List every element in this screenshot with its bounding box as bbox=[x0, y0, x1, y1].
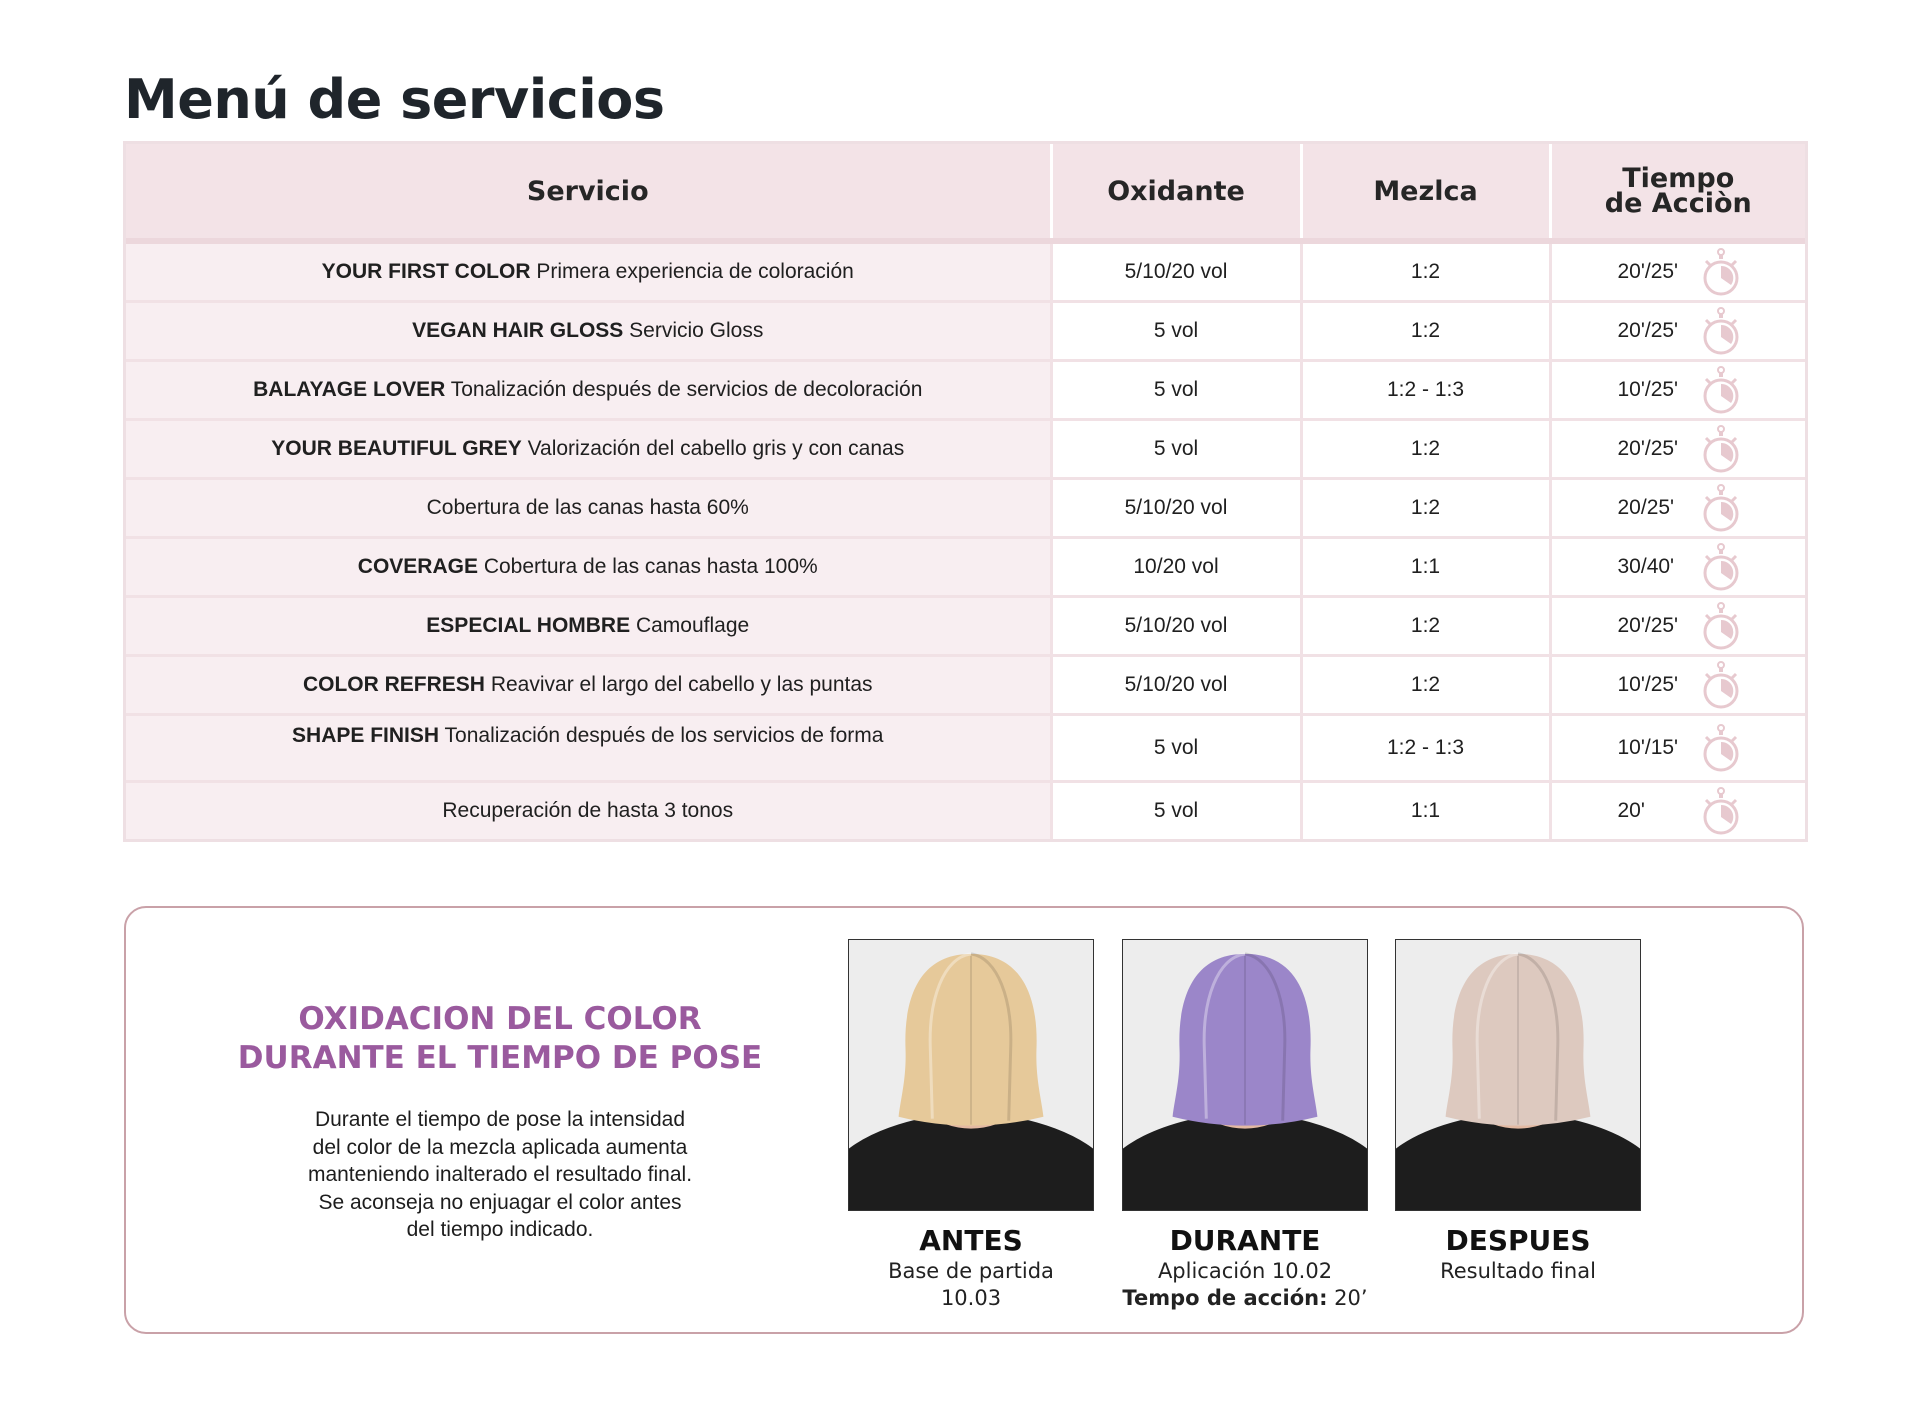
oxidation-body-line: del tiempo indicado. bbox=[406, 1218, 594, 1241]
cell-tiempo bbox=[1550, 241, 1805, 302]
cell-oxidante: 10/20 vol bbox=[1051, 538, 1301, 597]
caption-durante-title: DURANTE bbox=[1169, 1224, 1321, 1257]
cell-mezcla: 1:2 bbox=[1301, 479, 1550, 538]
service-description: Valorización del cabello gris y con canas bbox=[521, 437, 905, 460]
service-name: COLOR REFRESH bbox=[302, 673, 485, 696]
service-description: Primera experiencia de coloración bbox=[530, 260, 854, 283]
table-row bbox=[126, 420, 1805, 479]
photo-despues bbox=[1395, 939, 1641, 1211]
cell-servicio bbox=[126, 782, 1051, 840]
caption-antes-line1: Base de partida bbox=[888, 1259, 1054, 1283]
tiempo-value: 10'/25' bbox=[1617, 673, 1679, 696]
caption-durante-line1: Aplicación 10.02 bbox=[1157, 1259, 1333, 1283]
cell-oxidante: 5/10/20 vol bbox=[1051, 656, 1301, 715]
service-description: Tonalización después de los servicios de forma bbox=[439, 724, 884, 747]
cell-oxidante: 5 vol bbox=[1051, 782, 1301, 840]
cell-oxidante: 5/10/20 vol bbox=[1051, 241, 1301, 302]
caption-antes bbox=[841, 1224, 1101, 1312]
table-row bbox=[126, 479, 1805, 538]
stopwatch-icon bbox=[1701, 248, 1741, 296]
tiempo-value: 30/40' bbox=[1617, 555, 1675, 578]
oxidation-description bbox=[230, 1106, 770, 1244]
cell-tiempo bbox=[1550, 782, 1805, 840]
service-description: Servicio Gloss bbox=[623, 319, 764, 342]
tiempo-value: 20' bbox=[1617, 799, 1645, 822]
cell-servicio bbox=[126, 361, 1051, 420]
cell-tiempo bbox=[1550, 656, 1805, 715]
header-mezcla: Mezlca bbox=[1301, 144, 1550, 241]
table-row bbox=[126, 302, 1805, 361]
stopwatch-icon bbox=[1701, 543, 1741, 591]
service-description: Reavivar el largo del cabello y las puntas bbox=[484, 673, 873, 696]
cell-servicio bbox=[126, 597, 1051, 656]
cell-mezcla: 1:2 - 1:3 bbox=[1301, 361, 1550, 420]
cell-servicio bbox=[126, 302, 1051, 361]
service-description: Recuperación de hasta 3 tonos bbox=[442, 799, 734, 822]
caption-antes-line2: 10.03 bbox=[940, 1286, 1002, 1310]
service-name: YOUR FIRST COLOR bbox=[321, 260, 531, 283]
stopwatch-icon bbox=[1701, 307, 1741, 355]
header-tiempo-line2: de Acciòn bbox=[1604, 188, 1752, 219]
cell-oxidante: 5 vol bbox=[1051, 715, 1301, 782]
service-name: COVERAGE bbox=[357, 555, 478, 578]
stopwatch-icon bbox=[1701, 661, 1741, 709]
service-name: SHAPE FINISH bbox=[292, 724, 440, 747]
table-row bbox=[126, 597, 1805, 656]
table-row bbox=[126, 656, 1805, 715]
service-description: Camouflage bbox=[630, 614, 750, 637]
photo-durante bbox=[1122, 939, 1368, 1211]
cell-tiempo bbox=[1550, 597, 1805, 656]
oxidation-body-line: manteniendo inalterado el resultado final. bbox=[307, 1163, 693, 1186]
tiempo-value: 20/25' bbox=[1617, 496, 1675, 519]
service-name: VEGAN HAIR GLOSS bbox=[412, 319, 624, 342]
cell-tiempo bbox=[1550, 538, 1805, 597]
caption-durante-bold: Tempo de acción: bbox=[1122, 1286, 1328, 1310]
service-description: Cobertura de las canas hasta 60% bbox=[426, 496, 749, 519]
caption-durante bbox=[1115, 1224, 1375, 1312]
cell-oxidante: 5/10/20 vol bbox=[1051, 597, 1301, 656]
cell-servicio bbox=[126, 420, 1051, 479]
stopwatch-icon bbox=[1701, 724, 1741, 772]
cell-tiempo bbox=[1550, 420, 1805, 479]
caption-durante-time: 20’ bbox=[1327, 1286, 1368, 1310]
service-name: BALAYAGE LOVER bbox=[253, 378, 446, 401]
table-row bbox=[126, 241, 1805, 302]
service-description: Tonalización después de servicios de decoloración bbox=[445, 378, 923, 401]
cell-mezcla: 1:2 - 1:3 bbox=[1301, 715, 1550, 782]
page-title: Menú de servicios bbox=[124, 68, 665, 131]
tiempo-value: 20'/25' bbox=[1617, 260, 1679, 283]
cell-mezcla: 1:2 bbox=[1301, 656, 1550, 715]
oxidation-body-line: Se aconseja no enjuagar el color antes bbox=[318, 1190, 682, 1214]
tiempo-value: 20'/25' bbox=[1617, 437, 1679, 460]
caption-antes-title: ANTES bbox=[919, 1224, 1023, 1257]
service-name: ESPECIAL HOMBRE bbox=[426, 614, 631, 637]
caption-despues-line1: Resultado final bbox=[1440, 1259, 1596, 1283]
stopwatch-icon bbox=[1701, 484, 1741, 532]
header-tiempo-line1: Tiempo bbox=[1622, 163, 1735, 194]
tiempo-value: 20'/25' bbox=[1617, 319, 1679, 342]
cell-tiempo bbox=[1550, 302, 1805, 361]
cell-oxidante: 5 vol bbox=[1051, 420, 1301, 479]
oxidation-title bbox=[150, 1000, 850, 1078]
cell-mezcla: 1:1 bbox=[1301, 782, 1550, 840]
table-row bbox=[126, 361, 1805, 420]
cell-oxidante: 5 vol bbox=[1051, 302, 1301, 361]
cell-servicio bbox=[126, 538, 1051, 597]
tiempo-value: 10'/15' bbox=[1617, 736, 1679, 759]
cell-oxidante: 5/10/20 vol bbox=[1051, 479, 1301, 538]
stopwatch-icon bbox=[1701, 366, 1741, 414]
photo-antes bbox=[848, 939, 1094, 1211]
header-tiempo bbox=[1550, 144, 1805, 241]
header-servicio: Servicio bbox=[126, 144, 1051, 241]
table-row bbox=[126, 715, 1805, 782]
caption-despues bbox=[1388, 1224, 1648, 1285]
cell-servicio bbox=[126, 715, 1051, 782]
oxidation-body-line: del color de la mezcla aplicada aumenta bbox=[312, 1135, 688, 1159]
cell-mezcla: 1:2 bbox=[1301, 302, 1550, 361]
cell-servicio bbox=[126, 241, 1051, 302]
header-oxidante: Oxidante bbox=[1051, 144, 1301, 241]
services-table bbox=[123, 141, 1808, 842]
table-row bbox=[126, 538, 1805, 597]
stopwatch-icon bbox=[1701, 602, 1741, 650]
oxidation-title-line1: OXIDACION DEL COLOR bbox=[298, 1001, 702, 1037]
stopwatch-icon bbox=[1701, 787, 1741, 835]
caption-durante-line2 bbox=[1115, 1285, 1375, 1312]
table-header-row bbox=[126, 144, 1805, 241]
tiempo-value: 20'/25' bbox=[1617, 614, 1679, 637]
table-row bbox=[126, 782, 1805, 840]
cell-mezcla: 1:1 bbox=[1301, 538, 1550, 597]
service-name: YOUR BEAUTIFUL GREY bbox=[271, 437, 522, 460]
tiempo-value: 10'/25' bbox=[1617, 378, 1679, 401]
cell-tiempo bbox=[1550, 361, 1805, 420]
cell-mezcla: 1:2 bbox=[1301, 241, 1550, 302]
cell-mezcla: 1:2 bbox=[1301, 597, 1550, 656]
oxidation-title-line2: DURANTE EL TIEMPO DE POSE bbox=[237, 1040, 763, 1076]
caption-despues-title: DESPUES bbox=[1445, 1224, 1591, 1257]
service-description: Cobertura de las canas hasta 100% bbox=[477, 555, 818, 578]
stopwatch-icon bbox=[1701, 425, 1741, 473]
cell-tiempo bbox=[1550, 715, 1805, 782]
cell-mezcla: 1:2 bbox=[1301, 420, 1550, 479]
cell-oxidante: 5 vol bbox=[1051, 361, 1301, 420]
cell-tiempo bbox=[1550, 479, 1805, 538]
cell-servicio bbox=[126, 656, 1051, 715]
oxidation-body-line: Durante el tiempo de pose la intensidad bbox=[314, 1108, 686, 1131]
cell-servicio bbox=[126, 479, 1051, 538]
